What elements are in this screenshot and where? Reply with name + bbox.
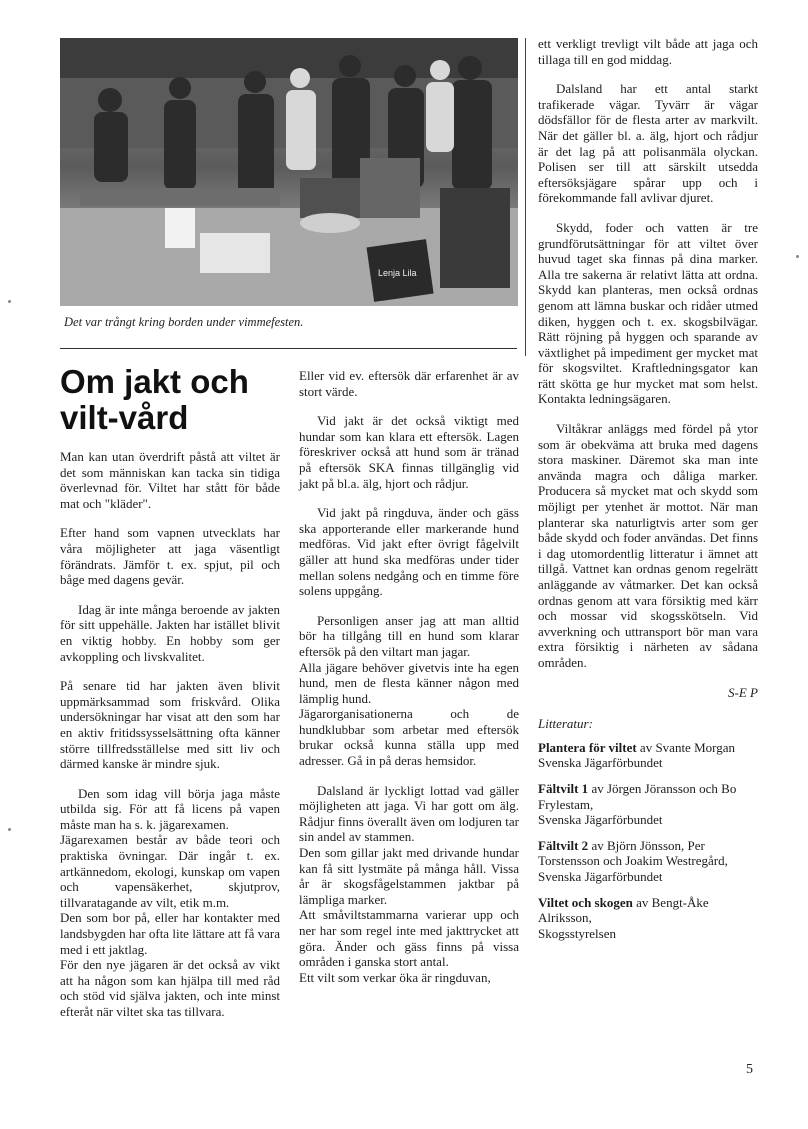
- paragraph: Den som gillar jakt med drivande hundar kan få sitt lystmäte på många håll. Vissa år är skogsfågelstammen jaktbar på lämpliga marker.: [299, 845, 519, 907]
- photo-sign-text: Lenja Lila: [378, 268, 417, 278]
- literature-title: Plantera för viltet: [538, 739, 637, 755]
- paragraph: För den nye jägaren är det också av vikt att ha någon som kan hjälpa till med råd och stöd vid själva jakten, och inte minst efteråt när viltet ska tas tillvara.: [60, 957, 280, 1019]
- paragraph: Skydd, foder och vatten är tre grundförutsättningar för att viltet över huvud taget ska finnas på dina marker. Alla tre sakerna är relativt lätta att ordna. Skydd kan planteras, men också ordnas genom att lämna buskar och ridåer utmed diken, hyggen och t. ex. skogsbilvägar. Rätt röjning på hyggen och sparande av växtlighet på impediment ger mycket mat för skogsviltet. Kraftledningsgator kan rätt skötta ge hur mycket mat som helst. Kontakta ledningsägaren.: [538, 219, 758, 407]
- paragraph: Idag är inte många beroende av jakten för sitt uppehälle. Jakten har istället blivit en viktig hobby. En hobby som ger avkoppling och livskvalitet.: [60, 601, 280, 664]
- paragraph: Efter hand som vapnen utvecklats har våra möjligheter att jaga väsentligt förändrats. Jämför t. ex. spjut, pil och båge med dagens gevär.: [60, 525, 280, 588]
- paragraph: Dalsland har ett antal starkt trafikerade vägar. Tyvärr är vägar dödsfällor för de flesta arter av markvilt. När det gäller bl. a. älg, hjort och rådjur är det lag på att polisanmäla olyckan. Polisen ser till att särskilt utsedda eftersöksjägare spårar upp och i förekommande fall avlivar djuret.: [538, 81, 758, 206]
- literature-publisher: Svenska Jägarförbundet: [538, 812, 663, 828]
- paragraph: På senare tid har jakten även blivit uppmärksammad som friskvård. Olika undersökningar har visat att den som har en aktiv fritidssysselsättning ofta känner större tillfredsställelse med sitt liv och därmed kanske är mindre sjuk.: [60, 678, 280, 772]
- paragraph: Dalsland är lyckligt lottad vad gäller möjligheten att jaga. Vi har gott om älg. Rådjur finns överallt även om lodjuren tar sin andel av stammen.: [299, 782, 519, 845]
- paragraph: Att småviltstammarna varierar upp och ner har som regel inte med jakttrycket att göra. Änder och gäss finns på vissa områden i ganska stort antal.: [299, 907, 519, 970]
- literature-item: [538, 838, 758, 885]
- article-column-1: [60, 449, 280, 1034]
- literature-author: av Svante Morgan: [636, 739, 735, 755]
- article-title: Om jakt och vilt-vård: [60, 363, 249, 436]
- author-signature: S-E P: [728, 684, 758, 700]
- paragraph: Ett vilt som verkar öka är ringduvan,: [299, 969, 491, 985]
- literature-title: Fältvilt 1: [538, 780, 589, 796]
- literature-author: av Björn Jönsson, Per Torstensson och Joakim Westregård,: [538, 837, 728, 869]
- crowd-photo: [60, 38, 518, 306]
- literature-item: [538, 895, 758, 942]
- scan-speck: [796, 255, 799, 258]
- literature-heading: Litteratur:: [538, 716, 593, 732]
- article-column-3: [538, 36, 758, 951]
- paragraph: Den som bor på, eller har kontakter med landsbygden har ofta lite lättare att få vara med i ett jaktlag.: [60, 910, 280, 957]
- paragraph: Den som idag vill börja jaga måste utbilda sig. För att få licens på vapen måste man ha s. k. jägarexamen.: [60, 785, 280, 832]
- literature-publisher: Svenska Jägarförbundet: [538, 755, 663, 771]
- column-divider: [525, 38, 526, 356]
- literature-publisher: Svenska Jägarförbundet: [538, 868, 663, 884]
- paragraph: Alla jägare behöver givetvis inte ha egen hund, men de flesta känner någon med lämplig hund.: [299, 659, 519, 706]
- paragraph: ett verkligt trevligt vilt både att jaga och tillaga till en god middag.: [538, 36, 758, 67]
- paragraph: Jägarorganisationerna och de hundklubbar som arbetar med eftersök brukar också kunna ställa upp med adresser. Gå in på deras hemsidor.: [299, 706, 519, 769]
- literature-item: [538, 740, 758, 771]
- paragraph: Man kan utan överdrift påstå att viltet är det som människan kan tacka sin tidiga överlevnad för. Viltet har stått för både mat och "kläder".: [60, 449, 280, 511]
- literature-title: Fältvilt 2: [538, 837, 589, 853]
- scan-speck: [8, 828, 11, 831]
- paragraph: Eller vid ev. eftersök där erfarenhet är av stort värde.: [299, 368, 519, 399]
- crowd-photo-image: [60, 38, 518, 306]
- section-divider: [60, 348, 517, 349]
- literature-publisher: Skogsstyrelsen: [538, 925, 616, 941]
- page-number: 5: [746, 1062, 753, 1077]
- photo-caption: Det var trångt kring borden under vimmefesten.: [64, 315, 304, 329]
- literature-title: Viltet och skogen: [538, 894, 633, 910]
- paragraph: Vid jakt är det också viktigt med hundar som kan klara ett eftersök. Lagen föreskriver också att hund som är tränad på eftersök SKA finnas tillgänglig vid jakt på bl.a. älg, hjort och rådjur.: [299, 413, 519, 491]
- scan-speck: [8, 300, 11, 303]
- literature-author: av Bengt-Åke Alriksson,: [538, 894, 709, 926]
- literature-author: av Jörgen Jöransson och Bo Frylestam,: [538, 780, 737, 812]
- paragraph: Jägarexamen består av både teori och praktiska övningar. Där ingår t. ex. artkännedom, ekologi, kunskap om vapen och vapensäkerhet, skjutprov, tillvaratagande av vilt, etik m.m.: [60, 832, 280, 910]
- paragraph: Vid jakt på ringduva, änder och gäss ska apporterande eller markerande hund medföras. Vid jakt efter övrigt fågelvilt gäller att hund ska medföras under tider mellan solens nedgång och en timme före solens uppgång.: [299, 505, 519, 599]
- paragraph: Personligen anser jag att man alltid bör ha tillgång till en hund som klarar eftersök på den viltart man jagar.: [299, 612, 519, 659]
- literature-item: [538, 781, 758, 828]
- article-column-2: [299, 368, 519, 999]
- paragraph: Viltåkrar anläggs med fördel på ytor som är obekväma att bruka med dagens stora maskiner. Däremot ska man inte använda magra och dåliga marker. Producera så mycket mat och skydd som möjligt per ytenhet är mottot. När man planterar ska naturligtvis arter som ger både skydd och foder användas. Det finns i dag utomordentlig litteratur i ämnet att tillgå. Vattnet kan ordnas genom regelrätt anläggande av våtmarker. Det kan också ordnas genom att vara försiktig med kärr och mossar vid skogsskötseln. Vid avverkning och uttransport bör man vara extra försiktig i närheten av sådana områden.: [538, 421, 758, 670]
